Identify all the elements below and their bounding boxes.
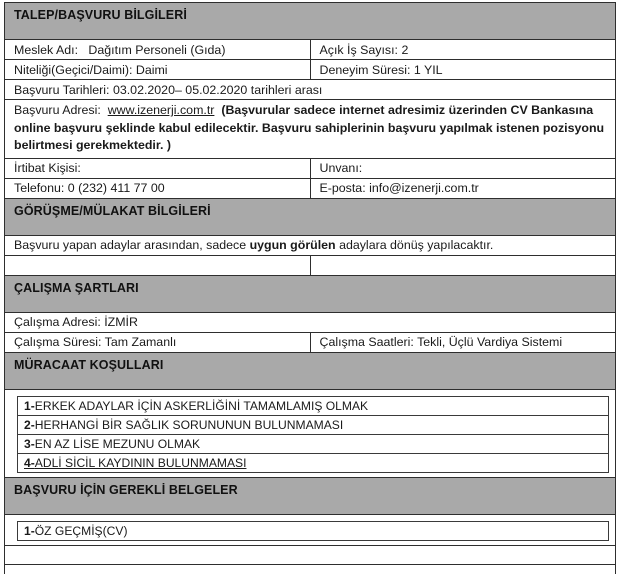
cell-title: [310, 158, 616, 178]
application-dates-value: 03.02.2020– 05.02.2020 tarihleri arası: [112, 82, 323, 97]
work-duration-value: Tam Zamanlı: [104, 335, 177, 349]
work-address-label: Çalışma Adresi:: [14, 315, 101, 329]
table-row-phone-email: [5, 178, 616, 198]
section-header-row-working: [5, 275, 616, 312]
section-header-row-request: [5, 3, 616, 40]
condition-item-1-number: 1-: [24, 398, 35, 413]
work-hours-value: Tekli, Üçlü Vardiya Sistemi: [417, 335, 563, 349]
section-header-conditions-label: MÜRACAAT KOŞULLARI: [14, 357, 164, 372]
phone-value: 0 (232) 411 77 00: [67, 181, 165, 195]
condition-item-4: [18, 453, 609, 472]
table-row-blank-2: [5, 564, 616, 574]
condition-item-3: [18, 434, 609, 453]
section-header-request-label: TALEP/BAŞVURU BİLGİLERİ: [14, 8, 187, 22]
open-positions-label: Açık İş Sayısı:: [319, 42, 398, 57]
work-address-value: İZMİR: [104, 315, 138, 329]
section-header-interview: [5, 198, 616, 235]
condition-item-4-number: 4-: [24, 455, 35, 470]
table-row-job-title: [5, 40, 616, 60]
experience-value: 1 YIL: [413, 62, 443, 77]
documents-list-body: [18, 521, 609, 540]
cell-interview-blank-right: [310, 255, 616, 275]
email-label: E-posta:: [319, 181, 366, 195]
application-address-label: Başvuru Adresi:: [14, 103, 101, 117]
job-posting-table: [4, 2, 616, 574]
cell-application-dates: [5, 80, 616, 100]
section-header-interview-label: GÖRÜŞME/MÜLAKAT BİLGİLERİ: [14, 203, 211, 218]
condition-item-1-text: ERKEK ADAYLAR İÇİN ASKERLİĞİNİ TAMAMLAMIŞ OLMAK: [34, 398, 369, 413]
cell-phone: [5, 178, 311, 198]
condition-item-4-text: ADLİ SİCİL KAYDININ BULUNMAMASI: [34, 455, 247, 470]
conditions-list-table: [17, 396, 609, 473]
cell-work-duration: [5, 332, 311, 352]
section-header-row-documents: [5, 477, 616, 514]
table-row-blank-1: [5, 545, 616, 564]
cell-conditions-list: [5, 389, 616, 477]
application-address-link[interactable]: www.izenerji.com.tr: [107, 103, 215, 117]
cell-nature: [5, 60, 311, 80]
application-dates-label: Başvuru Tarihleri:: [14, 82, 110, 97]
cell-documents-list: [5, 514, 616, 545]
cell-application-address: [5, 100, 616, 159]
cell-work-hours: [310, 332, 616, 352]
section-header-documents-label: BAŞVURU İÇİN GEREKLİ BELGELER: [14, 482, 238, 497]
document-requirement-item-1-text: ÖZ GEÇMİŞ(CV): [34, 523, 128, 538]
table-row-application-address: [5, 100, 616, 159]
nature-label: Niteliği(Geçici/Daimi):: [14, 62, 133, 77]
table-row-application-dates: [5, 80, 616, 100]
nature-value: Daimi: [135, 62, 168, 77]
document-requirement-row: [18, 521, 609, 540]
documents-list-table: [17, 521, 609, 541]
experience-label: Deneyim Süresi:: [319, 62, 411, 77]
document-requirement-item-1: [18, 521, 609, 540]
table-row-nature: [5, 60, 616, 80]
phone-label: Telefonu:: [14, 181, 65, 195]
interview-text-emphasis: uygun görülen: [249, 238, 336, 252]
condition-item-3-text: EN AZ LİSE MEZUNU OLMAK: [34, 436, 201, 451]
section-header-working-label: ÇALIŞMA ŞARTLARI: [14, 280, 139, 295]
contact-person-label: İrtibat Kişisi:: [14, 161, 81, 175]
document-requirement-item-1-number: 1-: [24, 523, 35, 538]
condition-row: [18, 453, 609, 472]
title-label: Unvanı:: [319, 161, 363, 175]
condition-row: [18, 415, 609, 434]
cell-experience: [310, 60, 616, 80]
condition-row: [18, 396, 609, 415]
cell-interview-text: [5, 235, 616, 255]
job-title-label: Meslek Adı:: [14, 42, 79, 57]
interview-text-part2: adaylara dönüş yapılacaktır.: [335, 238, 494, 252]
email-value[interactable]: info@izenerji.com.tr: [369, 181, 479, 195]
application-address-note: (Başvurular sadece internet adresimiz üzerinden CV Bankasına online başvuru şeklinde kabul edilecektir. Başvuru sahiplerinin başvuru yapılmak istenen pozisyonu belirtmesi gerekmektedir. ): [14, 103, 605, 152]
table-row-interview-blank: [5, 255, 616, 275]
job-title-value: Dağıtım Personeli (Gıda): [88, 42, 226, 57]
cell-email: [310, 178, 616, 198]
work-duration-label: Çalışma Süresi:: [14, 335, 102, 349]
section-header-documents: [5, 477, 616, 514]
condition-item-2-text: HERHANGİ BİR SAĞLIK SORUNUNUN BULUNMAMASI: [34, 417, 344, 432]
open-positions-value: 2: [401, 42, 409, 57]
cell-contact-person: [5, 158, 311, 178]
cell-interview-blank-left: [5, 255, 311, 275]
condition-item-3-number: 3-: [24, 436, 35, 451]
condition-item-1: [18, 396, 609, 415]
work-hours-label: Çalışma Saatleri:: [319, 335, 414, 349]
section-header-working: [5, 275, 616, 312]
table-row-work-duration: [5, 332, 616, 352]
cell-job-title: [5, 40, 311, 60]
condition-row: [18, 434, 609, 453]
cell-open-positions: [310, 40, 616, 60]
cell-blank-1: [5, 545, 616, 564]
section-header-request: [5, 3, 616, 40]
table-row-work-address: [5, 312, 616, 332]
cell-blank-2: [5, 564, 616, 574]
cell-work-address: [5, 312, 616, 332]
table-row-contact-person: [5, 158, 616, 178]
interview-text-part1: Başvuru yapan adaylar arasından, sadece: [14, 238, 250, 252]
section-header-conditions: [5, 352, 616, 389]
condition-item-2: [18, 415, 609, 434]
condition-item-2-number: 2-: [24, 417, 35, 432]
table-row-documents-list: [5, 514, 616, 545]
section-header-row-conditions: [5, 352, 616, 389]
conditions-list-body: [18, 396, 609, 472]
table-row-interview-text: [5, 235, 616, 255]
section-header-row-interview: [5, 198, 616, 235]
table-row-conditions-list: [5, 389, 616, 477]
